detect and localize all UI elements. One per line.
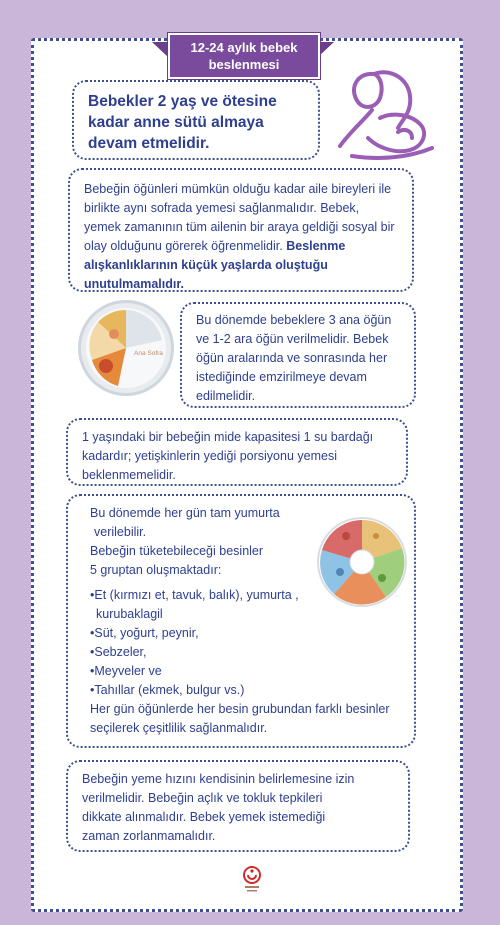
feeding-pace-line-1: Bebeğin yeme hızını kendisinin belirlemesine izin [82,772,355,786]
food-wheel-image [316,516,408,608]
groups-line-2: 5 gruptan oluşmaktadır: [90,563,222,577]
breastfeeding-box [72,80,320,160]
stomach-capacity-text: 1 yaşındaki bir bebeğin mide kapasitesi 1 su bardağı kadardır; yetişkinlerin yediği porsiyonu yemesi beklenmemelidir. [82,430,374,482]
food-group-item: •Tahıllar (ekmek, bulgur vs.) [90,683,245,697]
title-line-2: beslenmesi [208,57,280,72]
feeding-pace-line-4: zaman zorlanmamalıdır. [82,829,216,843]
feeding-pace-box [66,760,410,852]
feeding-pace-line-2: verilmelidir. Bebeğin açlık ve tokluk tepkileri [82,791,323,805]
ministry-logo [239,864,265,894]
plate-image [78,300,174,396]
feeding-pace-line-3: dikkate alınmalıdır. Bebek yemek istemediği [82,810,326,824]
meals-box [180,302,416,408]
food-group-item: •Sebzeler, [90,645,147,659]
title-ribbon [168,33,320,79]
groups-line-1: Bebeğin tüketebileceği besinler [90,544,264,558]
family-meal-text: Bebeğin öğünleri mümkün olduğu kadar aile bireyleri ile birlikte aynı sofrada yemesi sağlanmalıdır. Bebek, yemek zamanının tüm ailenin bir araya geldiği sosyal bir olay olduğunu görerek öğrenmelidir. Beslenme alışkanlıklarının küçük yaşlarda oluştuğu unutulmamalıdır. [84,182,395,291]
food-group-item: kurubaklagil [96,607,163,621]
family-meal-bold-text: Beslenme alışkanlıklarının küçük yaşlarda oluştuğu unutulmamalıdır. [84,239,346,291]
plate-label: Ana Sofra [134,350,163,357]
eggs-line-1: Bu dönemde her gün tam yumurta [90,506,280,520]
ribbon-tail-right [318,42,334,57]
ribbon-tail-left [152,42,168,57]
eggs-line-2: verilebilir. [94,525,147,539]
family-meal-box [68,168,414,292]
breastfeeding-text: Bebekler 2 yaş ve ötesine kadar anne sütü almaya devam etmelidir. [88,93,277,152]
meals-text: Bu dönemde bebeklere 3 ana öğün ve 1-2 ara öğün verilmelidir. Bebek öğün aralarında ve sonrasında her istediğinde emzirilmeye devam edilmelidir. [196,313,392,403]
food-group-item: •Süt, yoğurt, peynir, [90,626,199,640]
variety-line-1: Her gün öğünlerde her besin grubundan farklı besinler [90,702,390,716]
variety-line-2: seçilerek çeşitlilik sağlanmalıdır. [90,721,268,735]
stomach-capacity-box [66,418,408,486]
breastfeeding-mother-icon [328,62,440,160]
food-group-item: •Meyveler ve [90,664,162,678]
food-group-item: •Et (kırmızı et, tavuk, balık), yumurta , [90,588,299,602]
title-line-1: 12-24 aylık bebek [190,40,298,55]
